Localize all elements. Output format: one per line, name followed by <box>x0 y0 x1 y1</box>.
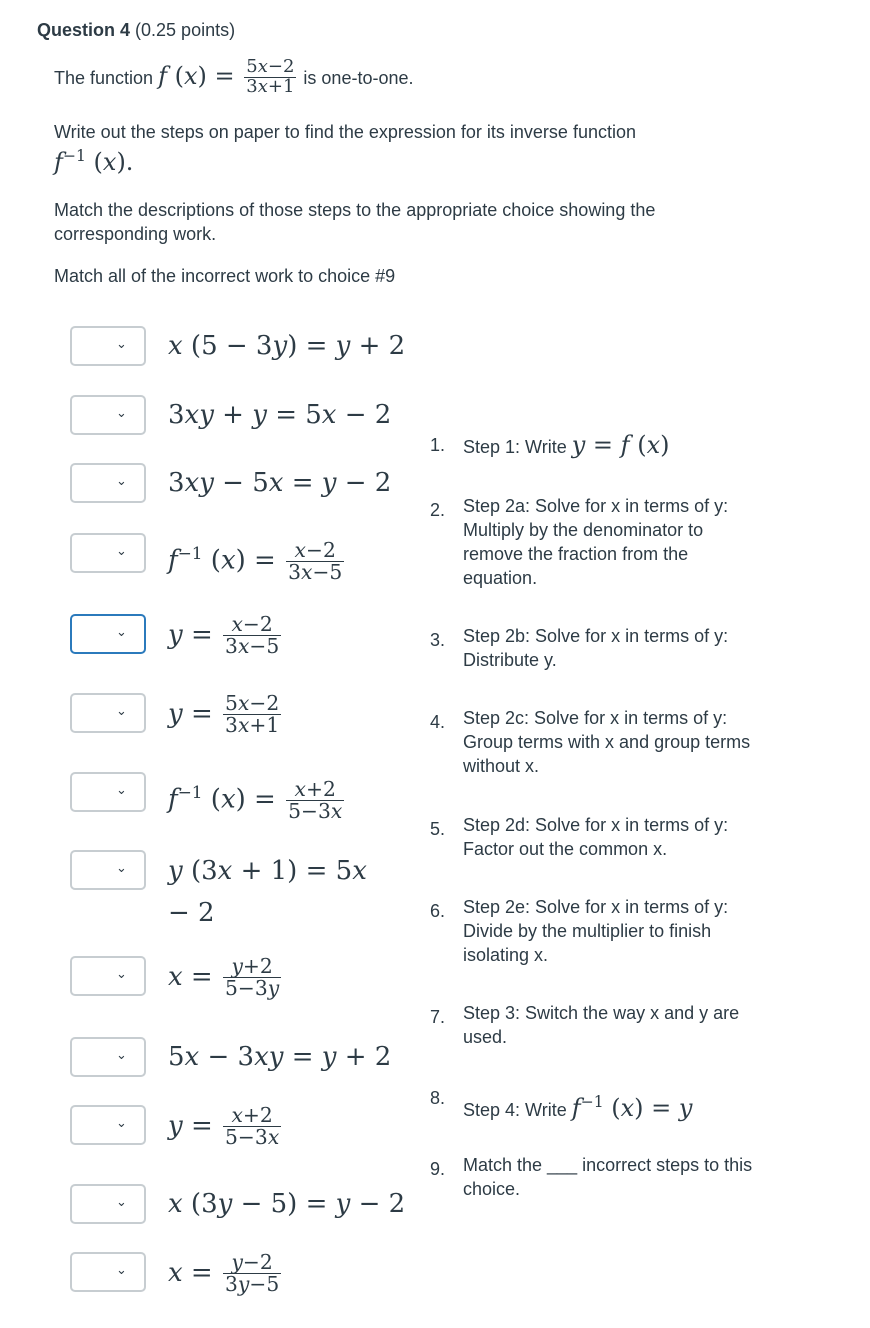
statement-suffix: is one-to-one. <box>303 67 414 88</box>
step-expression: y = $\frac{x+2}{5-3x}$ <box>168 1103 280 1150</box>
answer-select[interactable] <box>70 614 146 654</box>
step-expression: 3xy − 5x = y − 2 <box>168 468 392 498</box>
choice-text: Step 3: Switch the way x and y are used. <box>463 1003 740 1047</box>
step-expression: x (5 − 3y) = y + 2 <box>168 331 406 361</box>
choice-text: Step 2a: Solve for x in terms of y: Multiply by the denominator to remove the fraction from the equation. <box>463 496 729 588</box>
chevron-down-icon: ⌄ <box>116 1116 127 1131</box>
instruction-match: Match the descriptions of those steps to the appropriate choice showing the corresponding work. <box>54 200 656 244</box>
answer-select[interactable] <box>70 772 146 812</box>
answer-select[interactable] <box>70 395 146 435</box>
choice-text: Step 2d: Solve for x in terms of y: Factor out the common x. <box>463 815 729 859</box>
step-expression: y = $\frac{x-2}{3x-5}$ <box>168 612 280 659</box>
choice-text: Step 4: Write $f^{-1}$ (x) = y <box>463 1093 693 1122</box>
step-expression: x = $\frac{y+2}{5-3y}$ <box>168 954 280 1001</box>
choice-text: Step 2c: Solve for x in terms of y: Group terms with x and group terms without x. <box>463 708 751 776</box>
step-expression: $f^{-1}$ (x) = $\frac{x+2}{5-3x}$ <box>168 776 343 824</box>
choice-text: Step 2b: Solve for x in terms of y: Distribute y. <box>463 626 729 670</box>
chevron-down-icon: ⌄ <box>116 544 127 559</box>
step-expression: x = $\frac{y-2}{3y-5}$ <box>168 1250 280 1297</box>
step-expression: y = $\frac{5x-2}{3x+1}$ <box>168 691 280 738</box>
answer-select[interactable] <box>70 326 146 366</box>
choice-text: Step 2e: Solve for x in terms of y: Divide by the multiplier to finish isolating x. <box>463 897 729 965</box>
question-title: Question 4 <box>37 20 131 40</box>
instruction-text: Write out the steps on paper to find the expression for its inverse function <box>54 122 636 142</box>
chevron-down-icon: ⌄ <box>116 783 127 798</box>
instruction-incorrect: Match all of the incorrect work to choice #9 <box>54 266 396 286</box>
choice-number: 5. <box>430 819 446 839</box>
answer-select[interactable] <box>70 463 146 503</box>
choice-number: 1. <box>430 435 446 455</box>
chevron-down-icon: ⌄ <box>116 1195 127 1210</box>
instruction-inverse <box>54 120 754 176</box>
chevron-down-icon: ⌄ <box>116 1263 127 1278</box>
answer-select[interactable] <box>70 533 146 573</box>
chevron-down-icon: ⌄ <box>116 1048 127 1063</box>
function-statement <box>54 58 414 97</box>
chevron-down-icon: ⌄ <box>116 704 127 719</box>
choice-number: 3. <box>430 630 446 650</box>
choice-number: 6. <box>430 901 446 921</box>
inverse-notation: $f^{-1}$ (x). <box>54 147 134 176</box>
chevron-down-icon: ⌄ <box>116 474 127 489</box>
answer-select[interactable] <box>70 1252 146 1292</box>
step-expression: 3xy + y = 5x − 2 <box>168 400 392 430</box>
chevron-down-icon: ⌄ <box>116 406 127 421</box>
question-header <box>37 20 235 41</box>
chevron-down-icon: ⌄ <box>116 625 127 640</box>
answer-select[interactable] <box>70 1037 146 1077</box>
choice-number: 2. <box>430 500 446 520</box>
chevron-down-icon: ⌄ <box>116 967 127 982</box>
choice-number: 8. <box>430 1088 446 1108</box>
answer-select[interactable] <box>70 693 146 733</box>
step-expression: x (3y − 5) = y − 2 <box>168 1189 406 1219</box>
answer-select[interactable] <box>70 956 146 996</box>
choice-number: 4. <box>430 712 446 732</box>
answer-select[interactable] <box>70 850 146 890</box>
step-expression: 5x − 3xy = y + 2 <box>168 1042 392 1072</box>
choice-text: Step 1: Write y = f (x) <box>463 431 670 459</box>
answer-select[interactable] <box>70 1184 146 1224</box>
chevron-down-icon: ⌄ <box>116 861 127 876</box>
choice-number: 9. <box>430 1159 446 1179</box>
answer-select[interactable] <box>70 1105 146 1145</box>
function-formula: f (x) = $\frac{5x-2}{3x+1}$ <box>158 56 295 97</box>
step-expression: $f^{-1}$ (x) = $\frac{x-2}{3x-5}$ <box>168 537 343 585</box>
choice-text: Match the ___ incorrect steps to this choice. <box>463 1155 753 1199</box>
choice-number: 7. <box>430 1007 446 1027</box>
question-points: (0.25 points) <box>135 20 236 40</box>
statement-prefix: The function <box>54 67 154 88</box>
step-expression: y (3x + 1) = 5x − 2 <box>168 856 367 928</box>
chevron-down-icon: ⌄ <box>116 337 127 352</box>
